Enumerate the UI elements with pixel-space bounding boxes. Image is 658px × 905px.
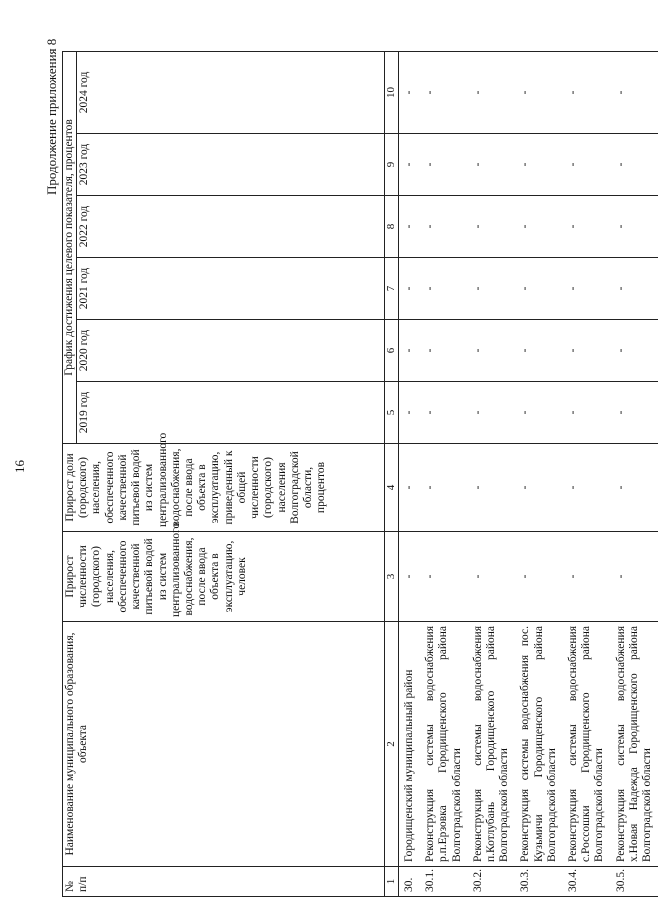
row-cell: -: [563, 532, 611, 622]
row-cell: -: [611, 532, 658, 622]
row-cell: -: [420, 258, 468, 320]
row-cell: -: [563, 134, 611, 196]
header-year-2023: 2023 год: [77, 134, 385, 196]
row-name: Реконструкция системы водоснабжения п.Котлубань Городищенского района Волгоградской области: [468, 622, 516, 867]
row-cell: -: [563, 444, 611, 532]
row-cell: -: [515, 444, 563, 532]
appendix-caption: Продолжение приложения 8: [44, 38, 59, 195]
row-cell: -: [515, 196, 563, 258]
row-cell: -: [563, 320, 611, 382]
header-year-2019: 2019 год: [77, 382, 385, 444]
row-cell: -: [468, 444, 516, 532]
row-cell: -: [398, 258, 420, 320]
column-number: 6: [385, 320, 399, 382]
header-schedule-group: График достижения целевого показателя, процентов: [63, 51, 77, 443]
table-row: [468, 51, 516, 896]
row-number: 30.1.: [420, 867, 468, 897]
row-cell: -: [515, 320, 563, 382]
row-cell: -: [398, 134, 420, 196]
row-cell: -: [468, 134, 516, 196]
row-name: Реконструкция системы водоснабжения х.Новая Надежда Городищенского района Волгоградской области: [611, 622, 658, 867]
row-cell: -: [515, 532, 563, 622]
header-name: Наименование муниципального образования, объекта: [63, 622, 385, 867]
column-number: 2: [385, 622, 399, 867]
row-cell: -: [468, 382, 516, 444]
row-cell: -: [398, 444, 420, 532]
row-number: 30.: [398, 867, 420, 897]
column-number: 4: [385, 444, 399, 532]
header-share: Прирост доли (городского) населения, обеспеченного качественной питьевой водой из систем централизованного водоснабжения, после ввода объекта в эксплуатацию, приведенный к общей численности (городского) населения Волгоградской области, процентов: [63, 444, 385, 532]
row-cell: -: [398, 532, 420, 622]
column-number: 10: [385, 51, 399, 133]
column-number: 5: [385, 382, 399, 444]
page-number: 16: [12, 460, 27, 473]
row-cell: -: [468, 51, 516, 133]
row-cell: -: [398, 51, 420, 133]
table-row: [611, 51, 658, 896]
row-cell: -: [563, 51, 611, 133]
row-cell: -: [420, 134, 468, 196]
header-year-2020: 2020 год: [77, 320, 385, 382]
row-cell: -: [468, 196, 516, 258]
row-cell: -: [563, 382, 611, 444]
table-row: [420, 51, 468, 896]
row-number: 30.4.: [563, 867, 611, 897]
row-cell: -: [515, 258, 563, 320]
table-row: [398, 51, 420, 896]
row-name: Реконструкция системы водоснабжения р.п.Ерзовка Городищенского района Волгоградской области: [420, 622, 468, 867]
column-number: 9: [385, 134, 399, 196]
row-cell: -: [468, 320, 516, 382]
row-cell: -: [398, 382, 420, 444]
table-row: [563, 51, 611, 896]
row-cell: -: [611, 444, 658, 532]
row-cell: -: [420, 382, 468, 444]
row-cell: -: [420, 51, 468, 133]
row-cell: -: [611, 320, 658, 382]
row-cell: -: [468, 258, 516, 320]
row-cell: -: [398, 196, 420, 258]
header-population: Прирост численности (городского) населения, обеспеченного качественной питьевой водой из систем централизованного водоснабжения, после ввода объекта в эксплуатацию, человек: [63, 532, 385, 622]
column-number: 7: [385, 258, 399, 320]
row-cell: -: [420, 444, 468, 532]
row-number: 30.2.: [468, 867, 516, 897]
row-cell: -: [420, 320, 468, 382]
row-cell: -: [611, 51, 658, 133]
row-cell: -: [563, 196, 611, 258]
header-year-2024: 2024 год: [77, 51, 385, 133]
row-cell: -: [611, 196, 658, 258]
column-number: 3: [385, 532, 399, 622]
row-number: 30.3.: [515, 867, 563, 897]
row-cell: -: [611, 382, 658, 444]
header-year-2021: 2021 год: [77, 258, 385, 320]
row-number: 30.5.: [611, 867, 658, 897]
row-cell: -: [398, 320, 420, 382]
row-cell: -: [515, 51, 563, 133]
column-number: 1: [385, 867, 399, 897]
row-cell: -: [420, 196, 468, 258]
column-number-row: [385, 51, 399, 896]
header-num: № п/п: [63, 867, 385, 897]
column-number: 8: [385, 196, 399, 258]
row-cell: -: [611, 134, 658, 196]
row-cell: -: [515, 134, 563, 196]
header-year-2022: 2022 год: [77, 196, 385, 258]
row-cell: -: [515, 382, 563, 444]
row-name: Городищенский муниципальный район: [398, 622, 420, 867]
row-name: Реконструкция системы водоснабжения с.Россошки Городищенского района Волгоградской области: [563, 622, 611, 867]
table-row: [515, 51, 563, 896]
row-name: Реконструкция системы водоснабжения пос. Кузьмичи Городищенского района Волгоградской области: [515, 622, 563, 867]
row-cell: -: [468, 532, 516, 622]
row-cell: -: [420, 532, 468, 622]
row-cell: -: [611, 258, 658, 320]
indicator-table: [62, 51, 658, 897]
row-cell: -: [563, 258, 611, 320]
